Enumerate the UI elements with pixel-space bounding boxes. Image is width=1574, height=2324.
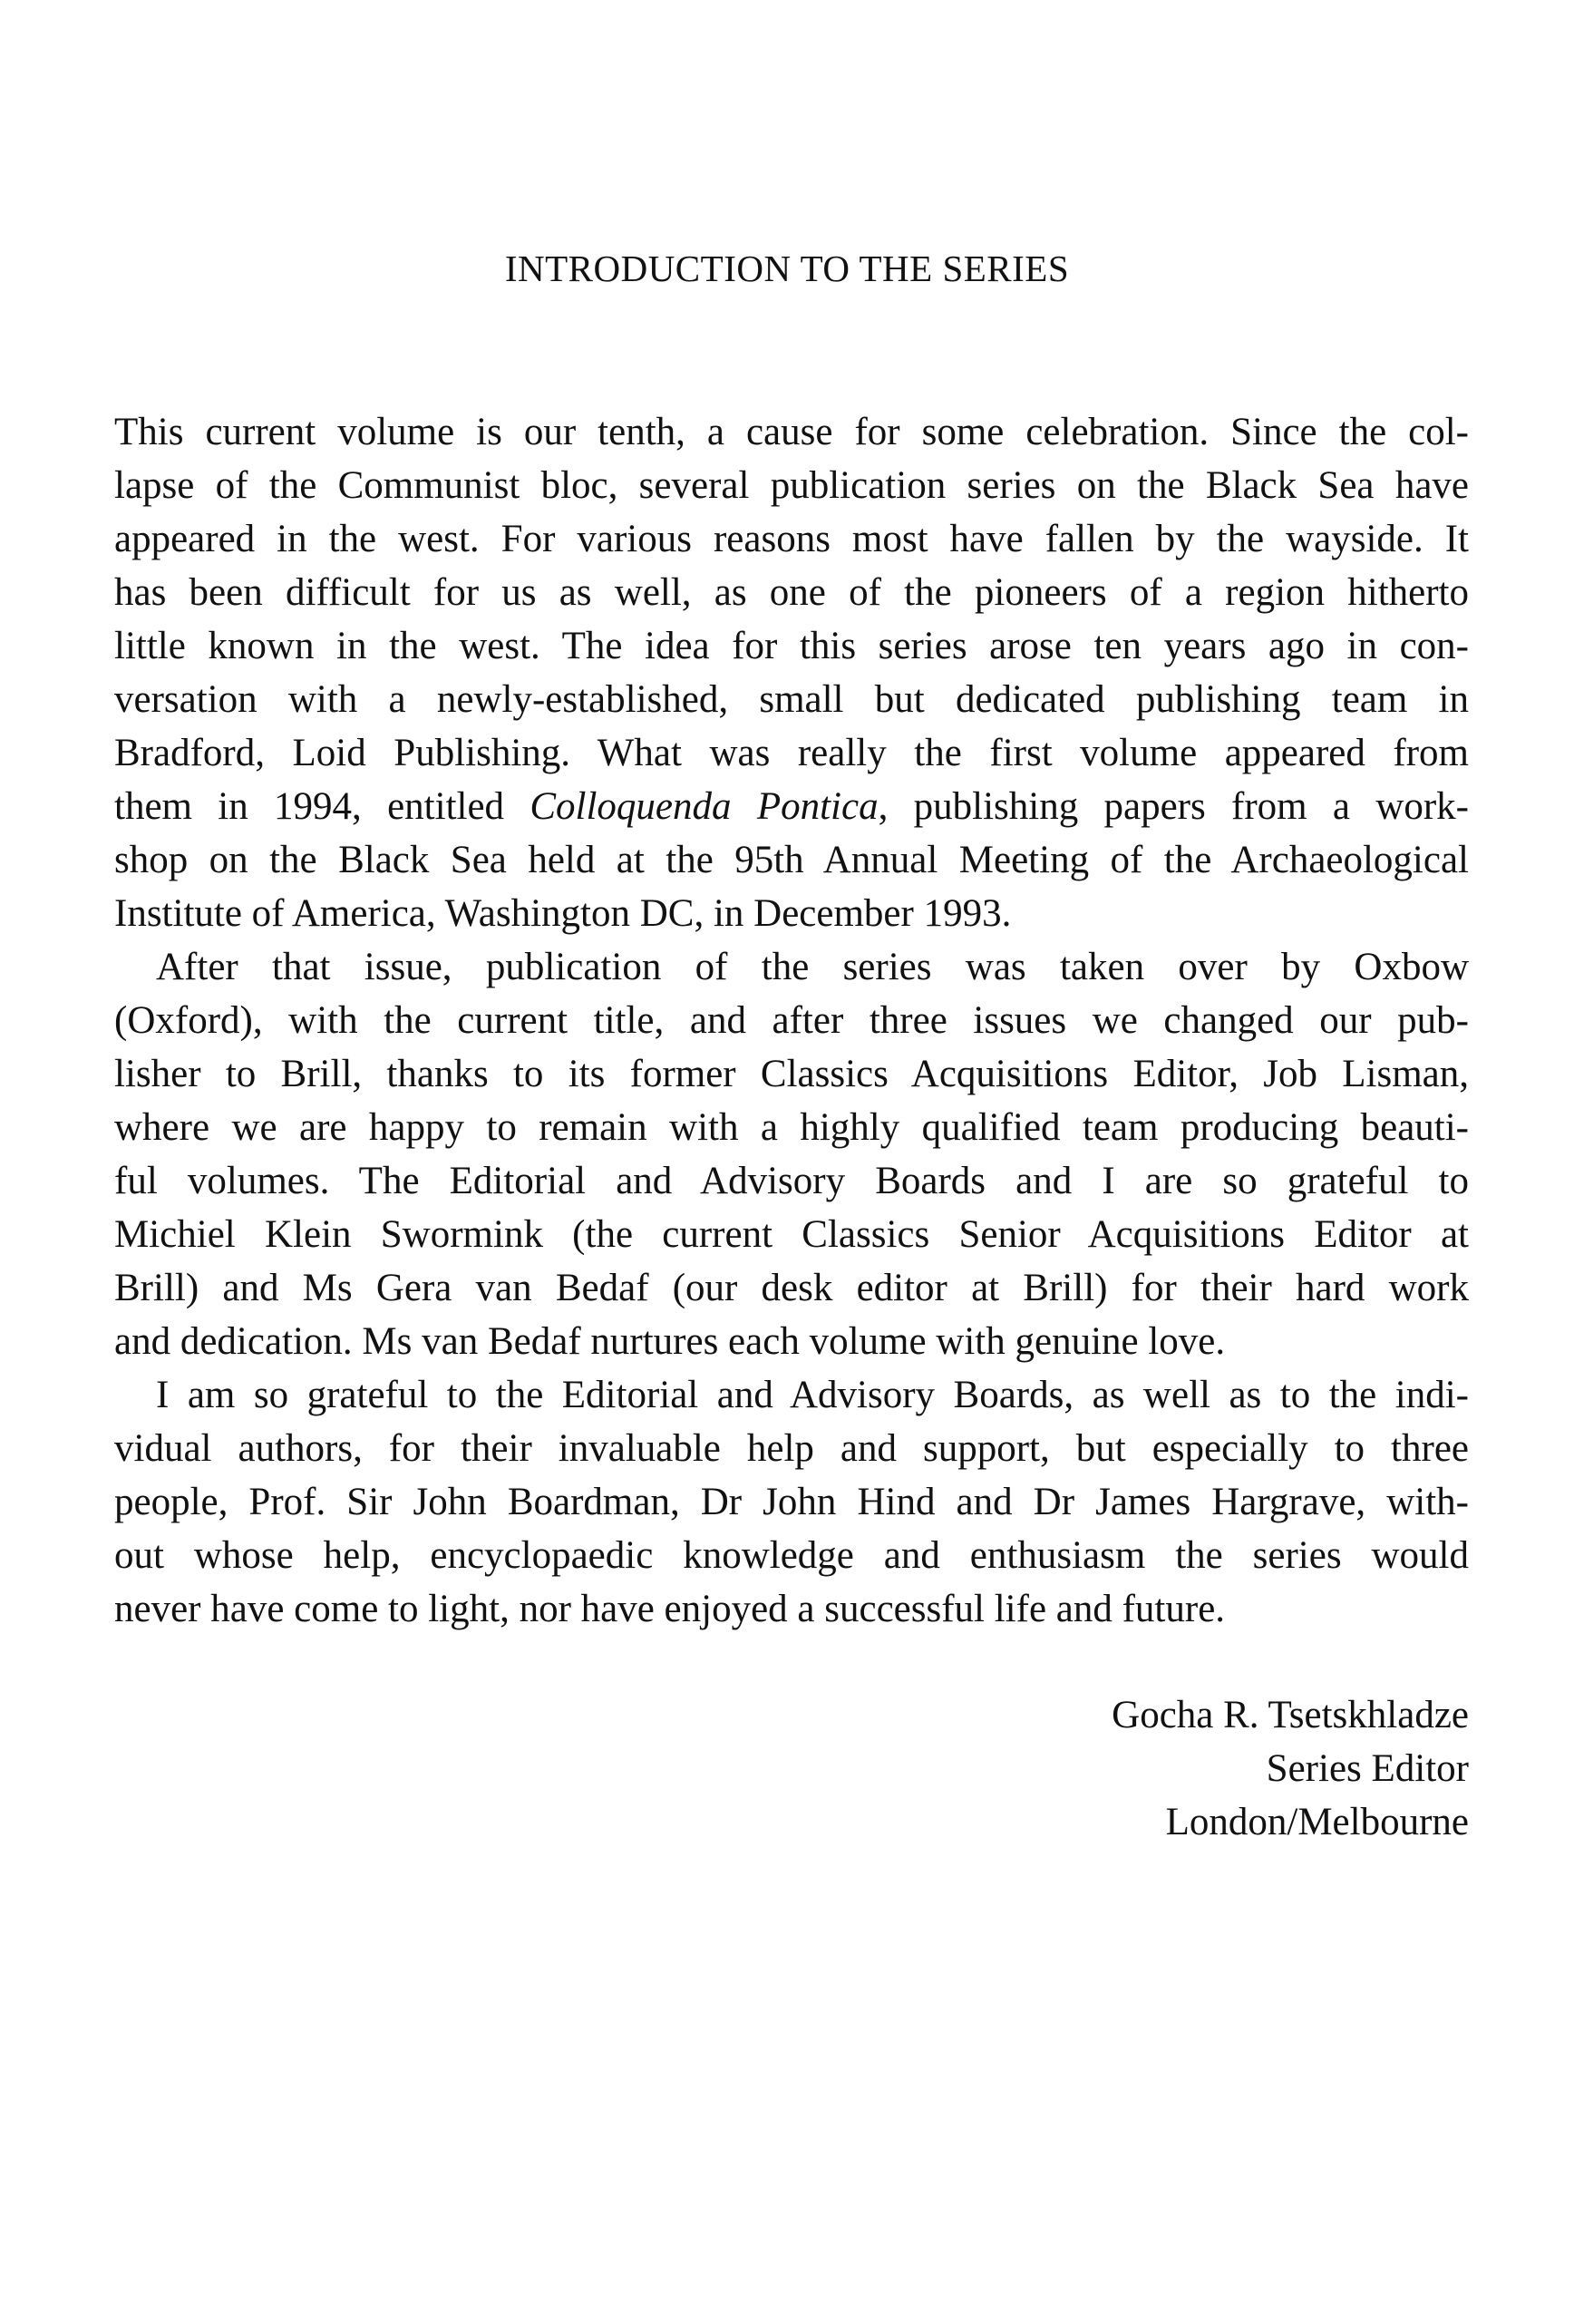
- signature-name: Gocha R. Tsetskhladze: [1112, 1694, 1469, 1736]
- text-line: I am so grateful to the Editorial and Advisory Boards, as well as to the indi-: [156, 1374, 1469, 1416]
- text-line: little known in the west. The idea for this series arose ten years ago in con-: [114, 625, 1469, 667]
- text-line: (Oxford), with the current title, and after three issues we changed our pub-: [114, 999, 1469, 1042]
- text-line: Brill) and Ms Gera van Bedaf (our desk editor at Brill) for their hard work: [114, 1267, 1469, 1309]
- text-line: Michiel Klein Swormink (the current Classics Senior Acquisitions Editor at: [114, 1213, 1469, 1256]
- text-line: lisher to Brill, thanks to its former Classics Acquisitions Editor, Job Lisman,: [114, 1053, 1469, 1095]
- text-line: After that issue, publication of the series was taken over by Oxbow: [156, 946, 1469, 988]
- body-text: [114, 405, 1469, 1636]
- text-fragment: , publishing papers from a work-: [878, 785, 1470, 828]
- text-line: out whose help, encyclopaedic knowledge and enthusiasm the series would: [114, 1534, 1469, 1577]
- text-line: shop on the Black Sea held at the 95th Annual Meeting of the Archaeological: [114, 839, 1469, 881]
- page-title: INTRODUCTION TO THE SERIES: [504, 248, 1070, 289]
- text-line: versation with a newly-established, small but dedicated publishing team in: [114, 678, 1469, 721]
- text-fragment: them in 1994, entitled: [114, 785, 530, 828]
- italic-book-title: Colloquenda Pontica: [530, 785, 879, 828]
- text-line: has been difficult for us as well, as one of the pioneers of a region hitherto: [114, 571, 1469, 614]
- text-line: vidual authors, for their invaluable help and support, but especially to three: [114, 1427, 1469, 1470]
- signature-role: Series Editor: [1266, 1747, 1469, 1790]
- text-line: ful volumes. The Editorial and Advisory Boards and I are so grateful to: [114, 1160, 1469, 1202]
- signature-block: [1112, 1688, 1469, 1849]
- signature-location: London/Melbourne: [1165, 1801, 1469, 1843]
- paragraph-1: [114, 405, 1469, 940]
- text-line-with-italic-title: [114, 780, 1469, 833]
- text-line: This current volume is our tenth, a cause for some celebration. Since the col-: [114, 411, 1469, 453]
- text-line: Bradford, Loid Publishing. What was really the first volume appeared from: [114, 732, 1469, 774]
- text-line: Institute of America, Washington DC, in December 1993.: [114, 892, 1012, 935]
- text-line: appeared in the west. For various reasons most have fallen by the wayside. It: [114, 518, 1469, 560]
- text-line: lapse of the Communist bloc, several publication series on the Black Sea have: [114, 464, 1469, 507]
- text-line: people, Prof. Sir John Boardman, Dr John Hind and Dr James Hargrave, with-: [114, 1481, 1469, 1523]
- paragraph-2: [114, 940, 1469, 1368]
- paragraph-3: [114, 1368, 1469, 1636]
- text-line: never have come to light, nor have enjoyed a successful life and future.: [114, 1588, 1226, 1630]
- text-line: where we are happy to remain with a highly qualified team producing beauti-: [114, 1106, 1469, 1149]
- text-line: and dedication. Ms van Bedaf nurtures each volume with genuine love.: [114, 1320, 1226, 1363]
